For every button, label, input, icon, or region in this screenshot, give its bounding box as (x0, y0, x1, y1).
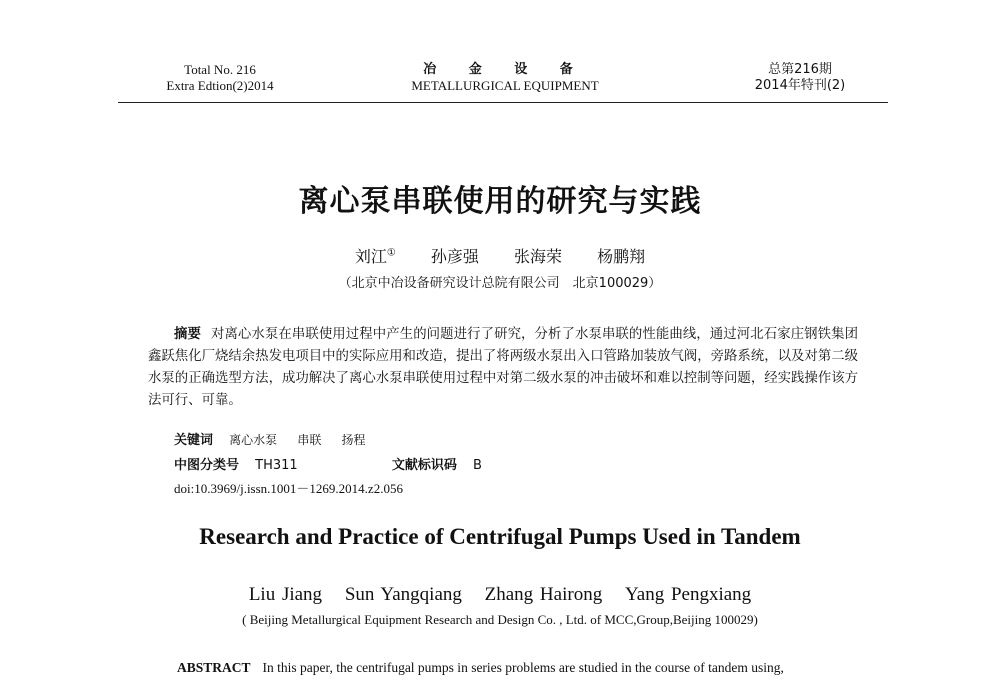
extra-edition: Extra Edtion(2)2014 (166, 78, 274, 93)
author-cn: 张海荣 (514, 247, 563, 266)
journal-name (395, 62, 615, 94)
author-en: Zhang Hairong (484, 584, 603, 605)
keyword: 扬程 (341, 433, 366, 447)
clc-label: 中图分类号 (174, 458, 240, 473)
author-cn: 杨鹏翔 (597, 247, 646, 266)
total-issue-cn: 总第216期 (768, 62, 832, 77)
doi: doi:10.3969/j.issn.1001－1269.2014.z2.056 (174, 481, 403, 496)
clc-value: TH311 (255, 458, 298, 473)
footnote-marker: ① (386, 247, 396, 259)
doc-code-value: B (472, 458, 482, 473)
author-en: Yang Pengxiang (624, 584, 752, 605)
abstract-text-en: In this paper, the centrifugal pumps in series problems are studied in the course of tandem using, (262, 660, 784, 675)
keyword: 串联 (297, 433, 322, 447)
affiliation-cn: （北京中冶设备研究设计总院有限公司 北京100029） (338, 276, 662, 291)
paper-title-cn: 离心泵串联使用的研究与实践 (298, 184, 702, 219)
journal-issue-info (145, 62, 295, 94)
classification-line (174, 454, 482, 473)
special-issue-cn: 2014年特刊(2) (754, 78, 846, 93)
abstract-cn (148, 324, 858, 412)
total-number: Total No. 216 (184, 62, 256, 77)
paper-title-en: Research and Practice of Centrifugal Pumps Used in Tandem (199, 524, 801, 549)
doc-code-label: 文献标识码 (391, 458, 457, 473)
header-divider (118, 102, 888, 103)
keyword: 离心水泵 (229, 433, 278, 447)
abstract-en (177, 660, 877, 676)
abstract-label-en: ABSTRACT (177, 660, 251, 675)
author-cn: 孙彦强 (430, 247, 479, 266)
journal-name-cn: 冶 金 设 备 (423, 62, 587, 77)
journal-name-en: METALLURGICAL EQUIPMENT (411, 78, 599, 93)
author-en: Sun Yangqiang (344, 584, 462, 605)
keywords-cn (174, 429, 381, 448)
affiliation-en: ( Beijing Metallurgical Equipment Research and Design Co. , Ltd. of MCC,Group,Beijing 100029) (242, 612, 758, 627)
abstract-text-cn: 对离心水泵在串联使用过程中产生的问题进行了研究，分析了水泵串联的性能曲线，通过河北石家庄钢铁集团鑫跃焦化厂烧结余热发电项目中的实际应用和改造，提出了将两级水泵出入口管路加装放气阀，旁路系统，以及对第二级水泵的正确选型方法，成功解决了离心水泵串联使用过程中对第二级水泵的冲击破坏和难以控制等问题，经实践操作该方法可行、可靠。 (148, 327, 859, 408)
abstract-label-cn: 摘要 (174, 327, 201, 342)
keywords-label: 关键词 (174, 433, 214, 448)
author-list-cn (0, 244, 1000, 267)
author-en: Liu Jiang (248, 584, 323, 605)
author-cn: 刘江① (354, 247, 396, 266)
journal-issue-info-cn (735, 62, 865, 94)
author-list-en (0, 584, 1000, 606)
